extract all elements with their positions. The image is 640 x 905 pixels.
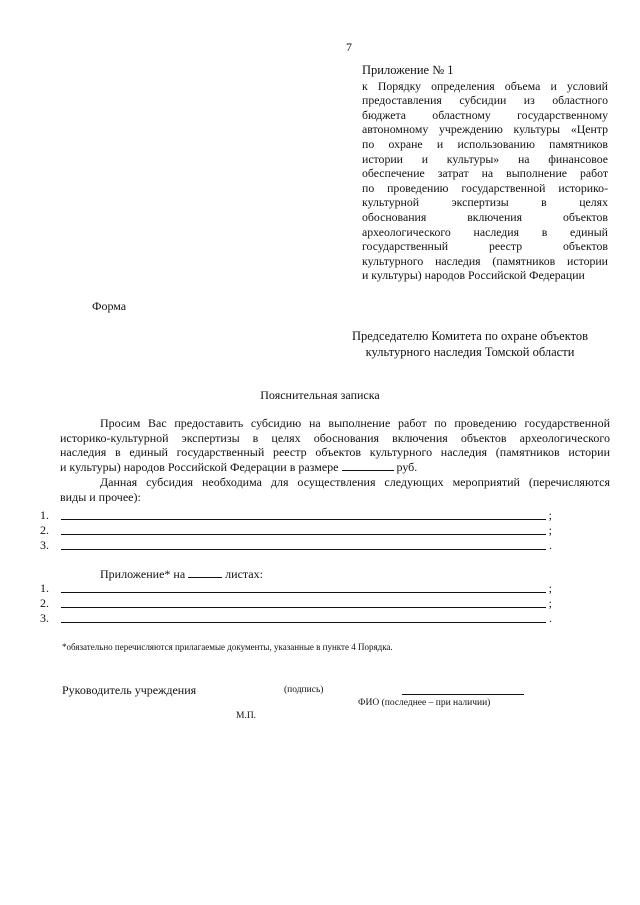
attachment-input-line[interactable] <box>61 622 546 623</box>
page-number: 7 <box>346 40 352 54</box>
paragraph-line: виды и прочее): <box>60 489 141 504</box>
activity-number: 2. <box>40 523 49 537</box>
appendix-block <box>362 63 608 283</box>
amount-suffix: руб. <box>396 459 418 474</box>
appendix-line: по охране и использованию памятников <box>362 136 608 151</box>
appendix-line: археологического наследия в единый <box>362 224 608 239</box>
appendix-line: истории и культуры» на финансовое <box>362 151 608 166</box>
attachment-label <box>100 567 263 582</box>
activities-paragraph <box>60 475 610 504</box>
attachment-input-line[interactable] <box>61 607 546 608</box>
activity-number: 3. <box>40 538 49 552</box>
footnote: *обязательно перечисляются прилагаемые документы, указанные в пункте 4 Порядка. <box>62 642 393 652</box>
amount-prefix: и культуры) народов Российской Федерации в размере <box>60 459 339 474</box>
paragraph-line: Данная субсидия необходима для осуществления следующих мероприятий (перечисляются <box>100 475 610 489</box>
activity-input-line[interactable] <box>61 519 546 520</box>
appendix-line: культурной экспертизы в целях <box>362 195 608 210</box>
appendix-line: к Порядку определения объема и условий <box>362 78 608 93</box>
activity-row <box>40 523 560 537</box>
fio-label: ФИО (последнее – при наличии) <box>358 698 491 708</box>
sheet-count-field[interactable] <box>188 567 222 578</box>
paragraph-line <box>60 460 610 475</box>
activity-end-mark: ; <box>548 523 552 537</box>
fio-input-line[interactable] <box>402 694 524 695</box>
addressee <box>340 328 600 360</box>
appendix-line: предоставления субсидии из областного <box>362 93 608 108</box>
appendix-line: и культуры) народов Российской Федерации <box>362 268 585 283</box>
paragraph-line: Просим Вас предоставить субсидию на выполнение работ по проведению государственной <box>100 416 610 430</box>
addressee-line: Председателю Комитета по охране объектов <box>351 329 589 343</box>
attachment-number: 1. <box>40 581 49 595</box>
activity-input-line[interactable] <box>61 534 546 535</box>
activity-row <box>40 538 560 552</box>
attachment-end-mark: . <box>549 611 552 625</box>
activity-end-mark: . <box>549 538 552 552</box>
activity-input-line[interactable] <box>61 549 546 550</box>
stamp-label: М.П. <box>236 711 257 721</box>
paragraph-line: наследия в единый государственный реестр объектов культурного наследия (памятников истории <box>60 445 610 460</box>
attachment-end-mark: ; <box>548 596 552 610</box>
appendix-line: государственный реестр объектов <box>362 239 608 254</box>
attachment-row <box>40 596 560 610</box>
form-label: Форма <box>92 299 127 313</box>
attachment-row <box>40 581 560 595</box>
signature-label: (подпись) <box>284 685 324 695</box>
attachment-row <box>40 611 560 625</box>
appendix-title: Приложение № 1 <box>362 63 454 77</box>
appendix-line: бюджета областному государственному <box>362 107 608 122</box>
appendix-line: по проведению государственной историко- <box>362 180 608 195</box>
attachment-input-line[interactable] <box>61 592 546 593</box>
amount-field[interactable] <box>342 460 394 471</box>
appendix-line: обоснования включения объектов <box>362 209 608 224</box>
request-paragraph <box>60 416 610 474</box>
activity-end-mark: ; <box>548 508 552 522</box>
activity-row <box>40 508 560 522</box>
paragraph-line: историко-культурной экспертизы в целях обоснования включения объектов археологического <box>60 430 610 445</box>
attachment-prefix: Приложение* на <box>100 567 186 581</box>
appendix-line: культурного наследия (памятников истории <box>362 253 608 268</box>
appendix-line: обеспечение затрат на выполнение работ <box>362 166 608 181</box>
attachment-end-mark: ; <box>548 581 552 595</box>
attachment-number: 2. <box>40 596 49 610</box>
activity-number: 1. <box>40 508 49 522</box>
head-label: Руководитель учреждения <box>62 683 197 697</box>
appendix-line: автономному учреждению культуры «Центр <box>362 122 608 137</box>
document-title: Пояснительная записка <box>260 388 380 402</box>
attachment-number: 3. <box>40 611 49 625</box>
addressee-line: культурного наследия Томской области <box>365 345 575 359</box>
attachment-suffix: листах: <box>225 567 263 581</box>
